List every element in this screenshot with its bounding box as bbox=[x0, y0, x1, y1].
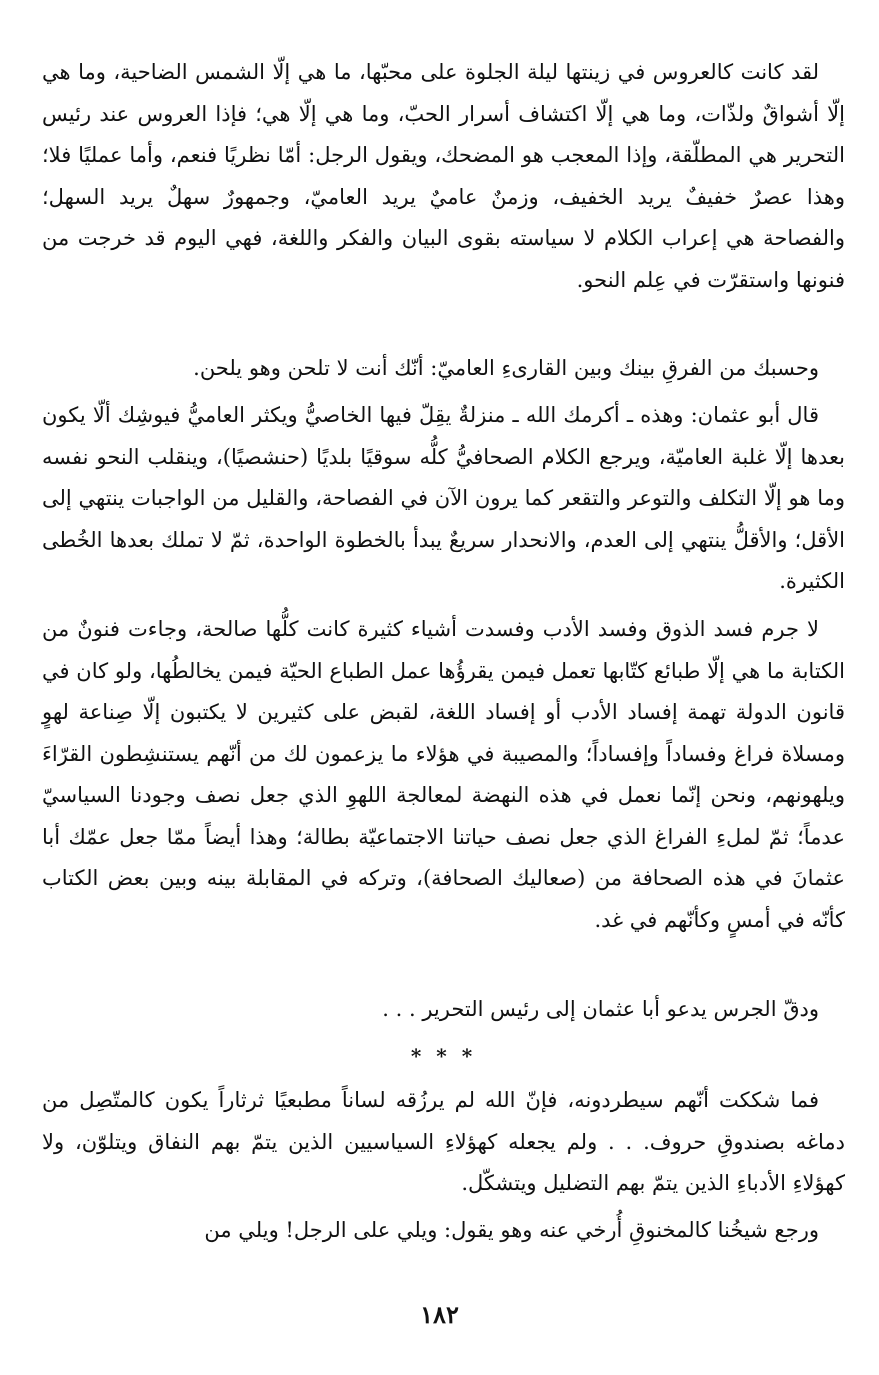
paragraph-5: ودقّ الجرس يدعو أبا عثمان إلى رئيس التحرير . . . bbox=[382, 997, 819, 1021]
paragraph-6: فما شككت أنّهم سيطردونه، فإنّ الله لم يرزُقه لساناً مطبعيًا ثرثاراً يكون كالمتّصِل من دماغه بصندوقِ حروف. . . ولم يجعله كهؤلاءِ السياسيين الذين يتمّ بهم النفاق ويتلوّن، ولا كهؤلاءِ الأدباءِ الذين يتمّ بهم التضليل ويتشكّل. bbox=[42, 1088, 845, 1195]
paragraph-7: ورجع شيخُنا كالمخنوقِ أُرخي عنه وهو يقول: ويلي على الرجل! ويلي من bbox=[204, 1218, 819, 1242]
paragraph-2: وحسبك من الفرقِ بينك وبين القارىءِ العاميّ: أنّك أنت لا تلحن وهو يلحن. bbox=[193, 356, 819, 380]
page-number: ١٨٢ bbox=[420, 1300, 459, 1329]
paragraph-4: لا جرم فسد الذوق وفسد الأدب وفسدت أشياء كثيرة كانت كلُّها صالحة، وجاءت فنونٌ من الكتابة ما هي إلّا طبائع كتّابها تعمل فيمن يقرؤُها عمل الطباع الحيّة فيمن يخالطُها، ولو كان في قانون الدولة تهمة إفساد الأدب أو إفساد اللغة، لقبض على كثيرين لا يكتبون إلّا صِناعة لهوٍ ومسلاة فراغ وفساداً وإفساداً؛ والمصيبة في هؤلاء ما يزعمون لك من أنّهم يستنشِطون القرّاءَ ويلهونهم، ونحن إنّما نعمل في هذه النهضة لمعالجة اللهوِ الذي جعل نصف وجودنا السياسيّ عدماً؛ ثمّ لملءِ الفراغ الذي جعل نصف حياتنا الاجتماعيّة بطالة؛ وهذا أيضاً ممّا جعل عمّك أبا عثمانَ في هذه الصحافة من (صعاليك الصحافة)، وتركه في المقابلة بينه وبين بعض الكتاب كأنّه في أمسٍ وكأنّهم في غد. bbox=[42, 617, 845, 932]
paragraph-3: قال أبو عثمان: وهذه ـ أكرمك الله ـ منزلةٌ يقِلّ فيها الخاصيُّ ويكثر العاميُّ فيوشِك ألّا يكون بعدها إلّا غلبة العاميّة، ويرجع الكلام الصحافيُّ كلُّه سوقيًا بلديًا (حنشصيًا)، وينقلب النحو نفسه وما هو إلّا التكلف والتوعر والتقعر كما يرون الآن في الفصاحة، والقليل من الواجبات ينتهي إلى الأقل؛ والأقلُّ ينتهي إلى العدم، والانحدار سريعٌ يبدأ بالخطوة الواحدة، ثمّ لا تملك بعدها الخُطى الكثيرة. bbox=[42, 403, 845, 593]
section-separator: * * * bbox=[410, 1044, 477, 1068]
book-page bbox=[42, 52, 845, 1257]
paragraph-1: لقد كانت كالعروس في زينتها ليلة الجلوة على محبّها، ما هي إلّا الشمس الضاحية، وما هي إلّا أشواقٌ ولذّات، وما هي إلّا اكتشاف أسرار الحبّ، وما هي إلّا هي؛ فإذا العروس عند رئيس التحرير هي المطلّقة، وإذا المعجب هو المضحك، ويقول الرجل: أمّا نظريًا فنعم، وأما عمليًا فلا؛ وهذا عصرٌ خفيفٌ يريد الخفيف، وزمنٌ عاميٌ يريد العاميّ، وجمهورٌ سهلٌ يريد السهل؛ والفصاحة هي إعراب الكلام لا سياسته بقوى البيان والفكر واللغة، فهي اليوم قد خرجت من فنونها واستقرّت في عِلم النحو. bbox=[42, 60, 845, 292]
